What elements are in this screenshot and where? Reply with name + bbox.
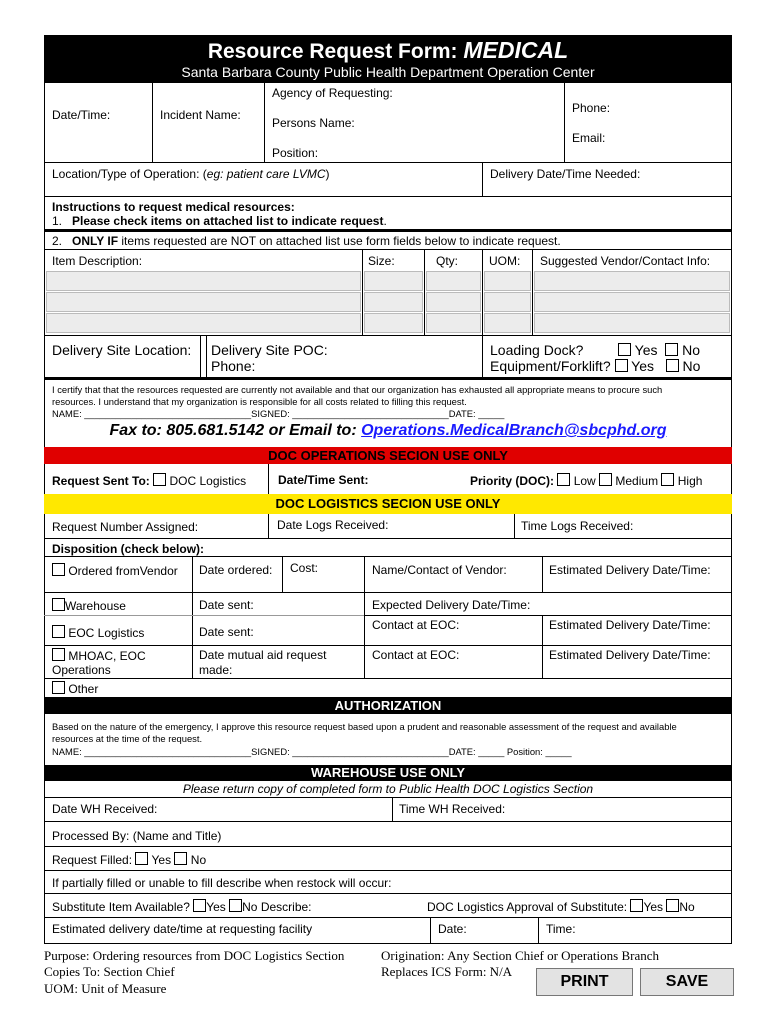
position-label: Position: <box>272 146 319 160</box>
other-checkbox[interactable] <box>52 681 65 694</box>
contact-eoc-label: Contact at EOC: <box>372 618 460 632</box>
ordered-option <box>52 563 178 578</box>
doc-logistics-label: DOC Logistics <box>169 474 247 488</box>
mhoac-label: MHOAC, EOC <box>68 649 146 663</box>
divider <box>364 556 365 678</box>
divider <box>44 917 732 918</box>
vendor-field[interactable] <box>534 271 730 291</box>
size-field[interactable] <box>364 313 423 333</box>
divider <box>538 917 539 943</box>
mhoac-option <box>52 648 146 663</box>
mutual-aid-label: Date mutual aid request <box>199 648 327 662</box>
location-label <box>52 167 330 181</box>
item-description-header: Item Description: <box>52 254 143 268</box>
date-sent-label: Date sent: <box>199 625 254 639</box>
yes-label: Yes <box>643 900 664 914</box>
loading-dock-label: Loading Dock? <box>490 342 584 358</box>
fax-text: Fax to: 805.681.5142 or Email to: <box>109 422 357 439</box>
mhoac-checkbox[interactable] <box>52 648 65 661</box>
persons-name-label: Persons Name: <box>272 116 355 130</box>
vendor-field[interactable] <box>534 292 730 312</box>
divider <box>532 249 533 335</box>
date-time-label: Date/Time: <box>52 108 111 122</box>
estimated-delivery-facility-label: Estimated delivery date/time at requesting facility <box>52 922 313 936</box>
loading-dock-options <box>618 342 700 358</box>
divider <box>392 797 393 821</box>
divider <box>206 335 207 377</box>
priority-medium-checkbox[interactable] <box>599 473 612 486</box>
footer-uom: UOM: Unit of Measure <box>44 981 167 996</box>
priority-label: Priority (DOC): <box>470 474 554 488</box>
instruction-2-text: items requested are NOT on attached list use form fields below to indicate request. <box>121 234 561 248</box>
instruction-1-text: Please check items on attached list to indicate request <box>72 214 384 228</box>
footer-purpose: Purpose: Ordering resources from DOC Logistics Section <box>44 948 345 963</box>
warehouse-bar: WAREHOUSE USE ONLY <box>44 765 732 781</box>
low-label: Low <box>573 474 596 488</box>
time-wh-received-label: Time WH Received: <box>399 802 506 816</box>
incident-name-label: Incident Name: <box>160 108 241 122</box>
divider <box>514 514 515 538</box>
date-logs-label: Date Logs Received: <box>277 518 389 532</box>
other-label: Other <box>68 682 99 696</box>
no-label: No <box>682 358 701 374</box>
filled-no-checkbox[interactable] <box>174 852 187 865</box>
high-label: High <box>677 474 703 488</box>
filled-yes-checkbox[interactable] <box>135 852 148 865</box>
eoc-logistics-checkbox[interactable] <box>52 625 65 638</box>
approval-no-checkbox[interactable] <box>666 899 679 912</box>
partial-fill-label: If partially filled or unable to fill describe when restock will occur: <box>52 876 392 890</box>
delivery-site-location-label: Delivery Site Location: <box>52 342 192 358</box>
footer-replaces: Replaces ICS Form: N/A <box>381 964 513 979</box>
item-description-field[interactable] <box>46 271 361 291</box>
divider <box>44 556 732 557</box>
divider <box>44 615 364 616</box>
equipment-no-checkbox[interactable] <box>666 359 679 372</box>
request-sent-to <box>52 473 246 488</box>
vendor-field[interactable] <box>534 313 730 333</box>
warehouse-note: Please return copy of completed form to Public Health DOC Logistics Section <box>182 782 594 796</box>
equipment-text: Equipment/Forklift? <box>490 358 611 374</box>
instruction-1-period: . <box>383 214 387 228</box>
divider <box>362 249 363 335</box>
warehouse-option <box>52 598 126 613</box>
certify-line-2: resources. I understand that my organization is responsible for all costs related to filling this request. <box>52 396 467 407</box>
eoc-logistics-option <box>52 625 144 640</box>
fax-line <box>44 421 732 441</box>
est-time-label: Time: <box>546 922 576 936</box>
doc-logistics-bar: DOC LOGISTICS SECION USE ONLY <box>44 494 732 514</box>
divider <box>44 162 732 163</box>
authorization-line-2: resources at the time of the request. <box>52 733 203 744</box>
request-filled <box>52 852 206 867</box>
size-header: Size: <box>368 254 395 268</box>
item-description-field[interactable] <box>46 313 361 333</box>
divider <box>44 846 732 847</box>
instructions-heading: Instructions to request medical resources: <box>52 200 295 214</box>
date-ordered-label: Date ordered: <box>199 563 273 577</box>
agency-label: Agency of Requesting: <box>272 86 393 100</box>
divider <box>424 249 425 335</box>
location-text: Location/Type of Operation: ( <box>52 167 207 181</box>
divider <box>268 464 269 494</box>
request-filled-label: Request Filled: <box>52 853 133 867</box>
substitute-group <box>52 899 312 914</box>
yes-label: Yes <box>631 358 654 374</box>
divider <box>482 249 483 335</box>
item-description-field[interactable] <box>46 292 361 312</box>
divider <box>200 335 201 377</box>
divider <box>44 335 732 336</box>
equipment-label <box>490 358 700 374</box>
eoc-logistics-label: EOC Logistics <box>68 626 145 640</box>
divider <box>44 538 732 539</box>
phone-label: Phone: <box>572 101 611 115</box>
delivery-site-poc-label: Delivery Site POC: <box>211 342 328 358</box>
instruction-1 <box>52 214 387 228</box>
medium-label: Medium <box>615 474 659 488</box>
qty-field[interactable] <box>426 271 481 291</box>
uom-field[interactable] <box>484 271 531 291</box>
divider <box>44 797 732 798</box>
divider <box>44 821 732 822</box>
est-date-label: Date: <box>438 922 467 936</box>
divider <box>282 556 283 592</box>
substitute-approval-group <box>427 899 695 914</box>
yes-label: Yes <box>206 900 226 914</box>
title-text: Resource Request Form: <box>207 40 458 63</box>
priority-group <box>470 473 702 488</box>
authorization-signature-line: NAME: ________________________________SIGNED: ______________________________DATE: _____ Position: _____ <box>52 746 572 757</box>
footer-origination: Origination: Any Section Chief or Operations Branch <box>381 948 660 963</box>
save-button[interactable]: SAVE <box>640 968 734 996</box>
divider <box>44 249 732 250</box>
no-label: No <box>682 342 701 358</box>
size-field[interactable] <box>364 271 423 291</box>
no-label: No <box>190 853 207 867</box>
processed-by-label: Processed By: (Name and Title) <box>52 829 222 843</box>
ordered-label: Ordered fromVendor <box>68 564 178 578</box>
footer-copies: Copies To: Section Chief <box>44 964 175 979</box>
divider <box>542 556 543 592</box>
time-logs-label: Time Logs Received: <box>521 519 634 533</box>
estimated-delivery-label: Estimated Delivery Date/Time: <box>549 563 711 577</box>
authorization-bar: AUTHORIZATION <box>44 697 732 714</box>
uom-field[interactable] <box>484 313 531 333</box>
divider <box>542 615 543 678</box>
yes-label: Yes <box>151 853 172 867</box>
instruction-2-number: 2. <box>52 234 63 248</box>
delivery-phone-label: Phone: <box>211 358 256 374</box>
estimated-delivery-label: Estimated Delivery Date/Time: <box>549 648 711 662</box>
delivery-needed-label: Delivery Date/Time Needed: <box>490 167 641 181</box>
date-wh-received-label: Date WH Received: <box>52 802 158 816</box>
qty-header: Qty: <box>436 254 459 268</box>
uom-header: UOM: <box>489 254 521 268</box>
divider <box>268 514 269 538</box>
request-number-label: Request Number Assigned: <box>52 520 199 534</box>
warehouse-label: Warehouse <box>65 599 126 613</box>
fax-email-link[interactable]: Operations.MedicalBranch@sbcphd.org <box>361 422 667 439</box>
mhoac-label-2: Operations <box>52 663 111 677</box>
cost-label: Cost: <box>290 561 319 575</box>
divider <box>44 592 732 593</box>
divider <box>44 678 732 679</box>
authorization-line-1: Based on the nature of the emergency, I approve this resource request based upon a prudent and reasonable assessment of the request and available <box>52 721 677 732</box>
size-field[interactable] <box>364 292 423 312</box>
equipment-yes-checkbox[interactable] <box>615 359 628 372</box>
title-medical: MEDICAL <box>463 37 569 63</box>
doc-operations-bar: DOC OPERATIONS SECION USE ONLY <box>44 447 732 464</box>
divider <box>44 196 732 197</box>
email-label: Email: <box>572 131 606 145</box>
approval-label: DOC Logistics Approval of Substitute: <box>427 900 628 914</box>
divider <box>482 335 483 377</box>
divider <box>44 870 732 871</box>
qty-field[interactable] <box>426 292 481 312</box>
date-time-sent-label: Date/Time Sent: <box>278 473 369 487</box>
section-bar <box>44 377 732 380</box>
vendor-header: Suggested Vendor/Contact Info: <box>540 254 711 268</box>
print-button[interactable]: PRINT <box>536 968 633 996</box>
warehouse-checkbox[interactable] <box>52 598 65 611</box>
priority-high-checkbox[interactable] <box>661 473 674 486</box>
divider <box>264 83 265 162</box>
divider <box>192 556 193 678</box>
loading-dock-no-checkbox[interactable] <box>665 343 678 356</box>
mutual-aid-label-2: made: <box>199 663 233 677</box>
page-title <box>44 37 732 65</box>
no-label: No <box>679 900 695 914</box>
location-example: eg: patient care LVMC <box>206 167 326 181</box>
divider <box>564 83 565 162</box>
loading-dock-yes-checkbox[interactable] <box>618 343 631 356</box>
expected-delivery-label: Expected Delivery Date/Time: <box>372 598 531 612</box>
instruction-2-bold: ONLY IF <box>72 234 119 248</box>
certify-signature-line: NAME: ________________________________SIGNED: ______________________________DATE: _____ <box>52 408 505 419</box>
approval-yes-checkbox[interactable] <box>630 899 643 912</box>
substitute-yes-checkbox[interactable] <box>193 899 206 912</box>
certify-line-1: I certify that that the resources requested are currently not available and that our organization has exhausted all appropriate means to procure such <box>52 384 663 395</box>
divider <box>430 917 431 943</box>
doc-logistics-checkbox[interactable] <box>153 473 166 486</box>
date-sent-label: Date sent: <box>199 598 254 612</box>
qty-field[interactable] <box>426 313 481 333</box>
divider <box>44 893 732 894</box>
ordered-checkbox[interactable] <box>52 563 65 576</box>
divider <box>364 615 732 616</box>
instruction-1-number: 1. <box>52 214 63 228</box>
request-sent-to-label: Request Sent To: <box>52 474 150 488</box>
contact-eoc-label: Contact at EOC: <box>372 648 460 662</box>
estimated-delivery-label: Estimated Delivery Date/Time: <box>549 618 711 632</box>
subtitle: Santa Barbara County Public Health Department Operation Center <box>181 64 595 80</box>
uom-field[interactable] <box>484 292 531 312</box>
divider <box>44 645 732 646</box>
other-option <box>52 681 98 696</box>
instruction-bar <box>44 229 732 232</box>
no-describe-label: No Describe: <box>242 900 312 914</box>
location-close: ) <box>325 167 330 181</box>
disposition-label: Disposition (check below): <box>52 542 205 556</box>
yes-label: Yes <box>634 342 658 358</box>
instruction-2 <box>52 234 561 248</box>
divider <box>482 162 483 196</box>
priority-low-checkbox[interactable] <box>557 473 570 486</box>
substitute-label: Substitute Item Available? <box>52 900 190 914</box>
substitute-no-checkbox[interactable] <box>229 899 242 912</box>
vendor-contact-label: Name/Contact of Vendor: <box>372 563 507 577</box>
divider <box>152 83 153 162</box>
